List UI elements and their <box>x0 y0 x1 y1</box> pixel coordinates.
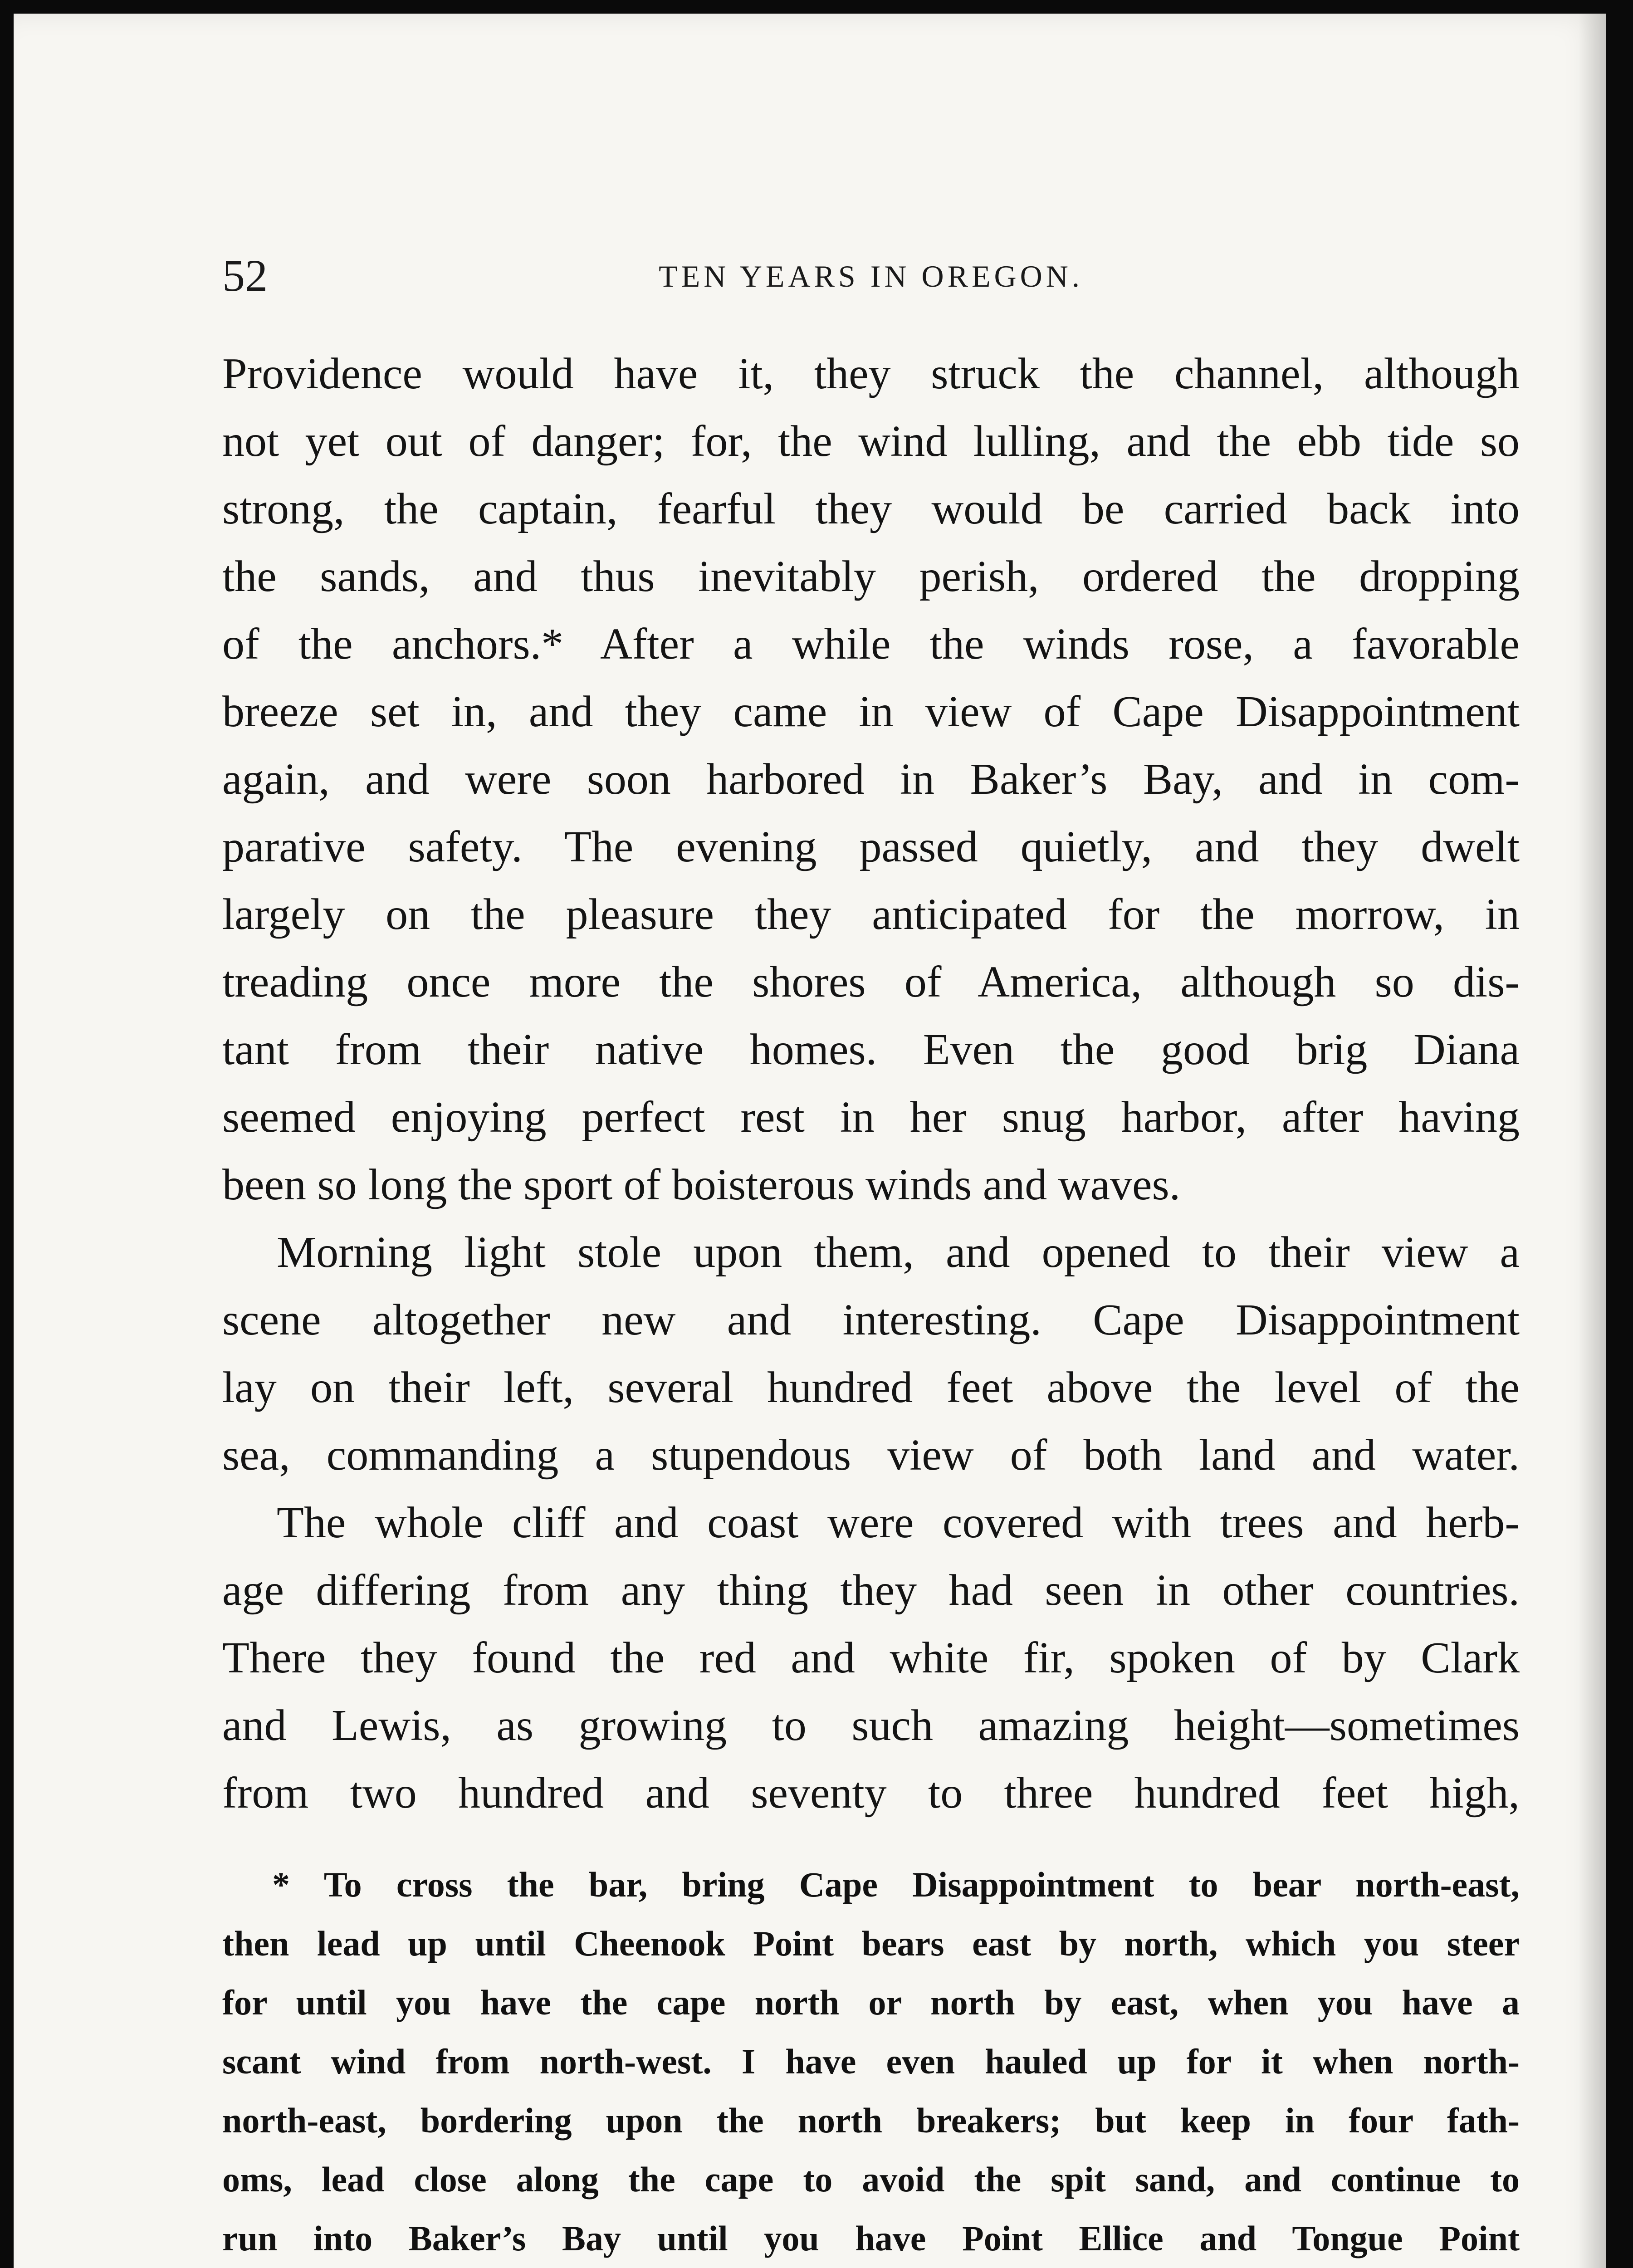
text-line: parative safety. The evening passed quietly, and they dwelt <box>222 822 1520 871</box>
text-line: age differing from any thing they had seen in other countries. <box>222 1566 1520 1615</box>
text-line: sea, commanding a stupendous view of both land and water. <box>222 1431 1520 1480</box>
page-number: 52 <box>222 250 268 301</box>
footnote-line: run into Baker’s Bay until you have Point Ellice and Tongue Point <box>222 2219 1520 2258</box>
text-line: not yet out of danger; for, the wind lulling, and the ebb tide so <box>222 417 1520 466</box>
text-line: breeze set in, and they came in view of Cape Disappointment <box>222 687 1520 736</box>
text-line: from two hundred and seventy to three hundred feet high, <box>222 1769 1520 1818</box>
text-line: The whole cliff and coast were covered with trees and herb- <box>277 1498 1520 1547</box>
text-line: been so long the sport of boisterous winds and waves. <box>222 1160 1181 1209</box>
text-line: strong, the captain, fearful they would be carried back into <box>222 484 1520 533</box>
text-line: of the anchors.* After a while the winds rose, a favorable <box>222 620 1520 669</box>
text-line: seemed enjoying perfect rest in her snug harbor, after having <box>222 1093 1520 1142</box>
text-line: scene altogether new and interesting. Cape Disappointment <box>222 1295 1520 1344</box>
text-line: tant from their native homes. Even the good brig Diana <box>222 1025 1520 1074</box>
footnote-line: scant wind from north-west. I have even hauled up for it when north- <box>222 2042 1520 2081</box>
footnote-line: then lead up until Cheenook Point bears east by north, which you steer <box>222 1924 1520 1963</box>
text-line: largely on the pleasure they anticipated for the morrow, in <box>222 890 1520 939</box>
text-line: Morning light stole upon them, and opened to their view a <box>277 1228 1520 1277</box>
text-line: the sands, and thus inevitably perish, ordered the dropping <box>222 552 1520 601</box>
text-line: There they found the red and white fir, spoken of by Clark <box>222 1633 1520 1682</box>
text-line: lay on their left, several hundred feet above the level of the <box>222 1363 1520 1412</box>
book-page <box>14 14 1606 2268</box>
footnote-line: * To cross the bar, bring Cape Disappointment to bear north-east, <box>272 1865 1520 1904</box>
footnote-line: oms, lead close along the cape to avoid the spit sand, and continue to <box>222 2160 1520 2199</box>
page-header <box>222 249 1520 304</box>
text-line: and Lewis, as growing to such amazing height—sometimes <box>222 1701 1520 1750</box>
page-edge-shadow <box>1579 14 1606 2268</box>
footnote-line: north-east, bordering upon the north breakers; but keep in four fath- <box>222 2101 1520 2140</box>
footnote-line: for until you have the cape north or north by east, when you have a <box>222 1983 1520 2022</box>
text-line: treading once more the shores of America, although so dis- <box>222 958 1520 1007</box>
main-text <box>222 340 1520 1827</box>
text-line: again, and were soon harbored in Baker’s Bay, and in com- <box>222 755 1520 804</box>
text-line: Providence would have it, they struck the channel, although <box>222 349 1520 398</box>
running-title: TEN YEARS IN OREGON. <box>659 259 1083 293</box>
footnote <box>222 1855 1520 2268</box>
